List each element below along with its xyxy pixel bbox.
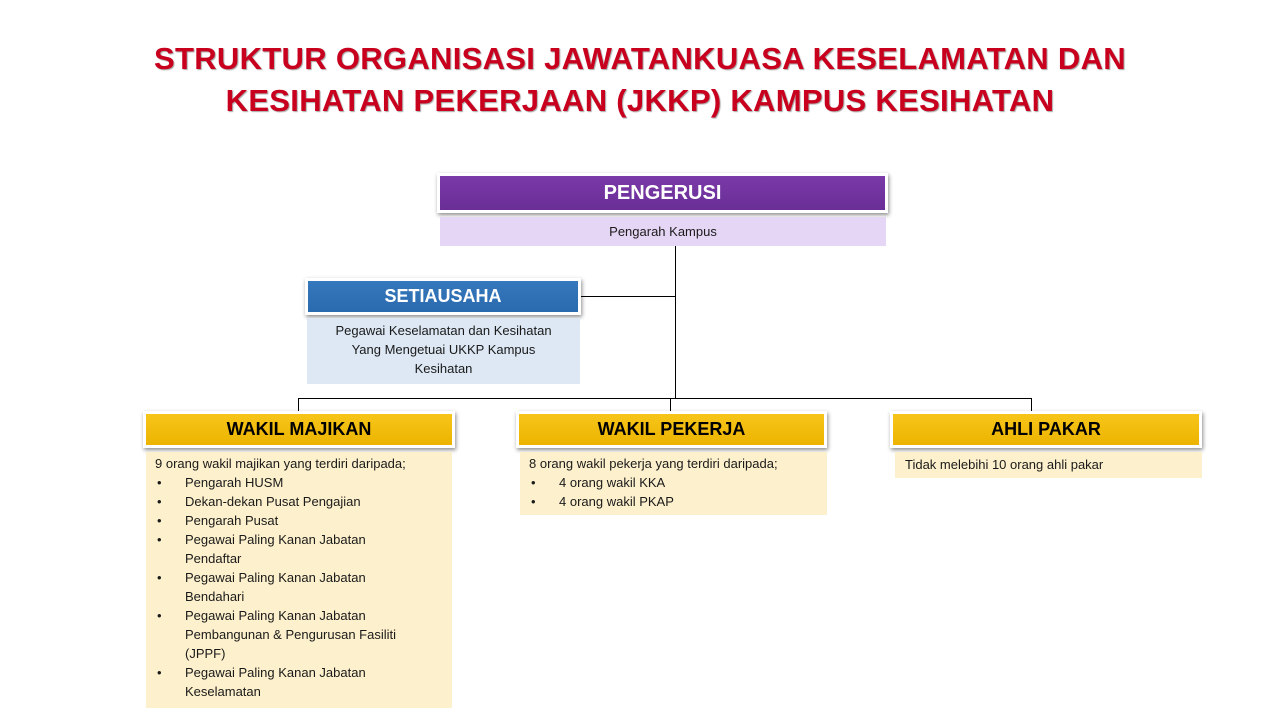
ahli-pakar-detail: Tidak melebihi 10 orang ahli pakar <box>905 457 1104 472</box>
wakil-pekerja-detail-box <box>520 452 827 515</box>
setiausaha-detail-line-2: Yang Mengetuai UKKP Kampus <box>351 342 536 357</box>
wakil-majikan-intro: 9 orang wakil majikan yang terdiri daripada; <box>155 456 406 471</box>
pengerusi-label: PENGERUSI <box>603 182 722 204</box>
setiausaha-detail-box <box>307 318 580 384</box>
pengerusi-header <box>437 173 888 213</box>
ahli-pakar-header <box>890 411 1202 448</box>
pengerusi-detail-box <box>440 217 886 246</box>
list-item: • Pegawai Paling Kanan Jabatan Bendahari <box>155 568 385 606</box>
wakil-majikan-header <box>143 411 455 448</box>
wakil-pekerja-header <box>516 411 827 448</box>
title-line-2: KESIHATAN PEKERJAAN (JKKP) KAMPUS KESIHATAN <box>225 83 1055 118</box>
wakil-majikan-label: WAKIL MAJIKAN <box>226 419 372 439</box>
wakil-pekerja-list <box>529 473 819 511</box>
pengerusi-detail: Pengarah Kampus <box>609 224 717 239</box>
list-item: • Pegawai Paling Kanan Jabatan Keselamatan <box>155 663 385 701</box>
list-item: • Pengarah HUSM <box>155 473 444 492</box>
wakil-majikan-list <box>155 473 444 701</box>
wakil-majikan-detail-box <box>146 452 452 708</box>
connector-setiausaha <box>580 296 676 297</box>
setiausaha-detail-line-3: Kesihatan <box>414 361 473 376</box>
setiausaha-detail-line-1: Pegawai Keselamatan dan Kesihatan <box>335 323 552 338</box>
list-item: • Dekan-dekan Pusat Pengajian <box>155 492 444 511</box>
connector-horizontal <box>298 398 1032 399</box>
page-title <box>0 38 1280 122</box>
list-item: • Pengarah Pusat <box>155 511 444 530</box>
list-item: • 4 orang wakil PKAP <box>529 492 819 511</box>
wakil-pekerja-label: WAKIL PEKERJA <box>597 419 746 439</box>
title-line-1: STRUKTUR ORGANISASI JAWATANKUASA KESELAMATAN DAN <box>154 41 1126 76</box>
connector-trunk <box>675 246 676 399</box>
setiausaha-label: SETIAUSAHA <box>384 286 502 306</box>
setiausaha-header <box>305 278 581 315</box>
list-item: • 4 orang wakil KKA <box>529 473 819 492</box>
ahli-pakar-detail-box <box>895 452 1202 478</box>
list-item: • Pegawai Paling Kanan Jabatan Pendaftar <box>155 530 385 568</box>
list-item: • Pegawai Paling Kanan Jabatan Pembangunan & Pengurusan Fasiliti (JPPF) <box>155 606 430 663</box>
wakil-pekerja-intro: 8 orang wakil pekerja yang terdiri daripada; <box>529 456 778 471</box>
ahli-pakar-label: AHLI PAKAR <box>991 419 1101 439</box>
